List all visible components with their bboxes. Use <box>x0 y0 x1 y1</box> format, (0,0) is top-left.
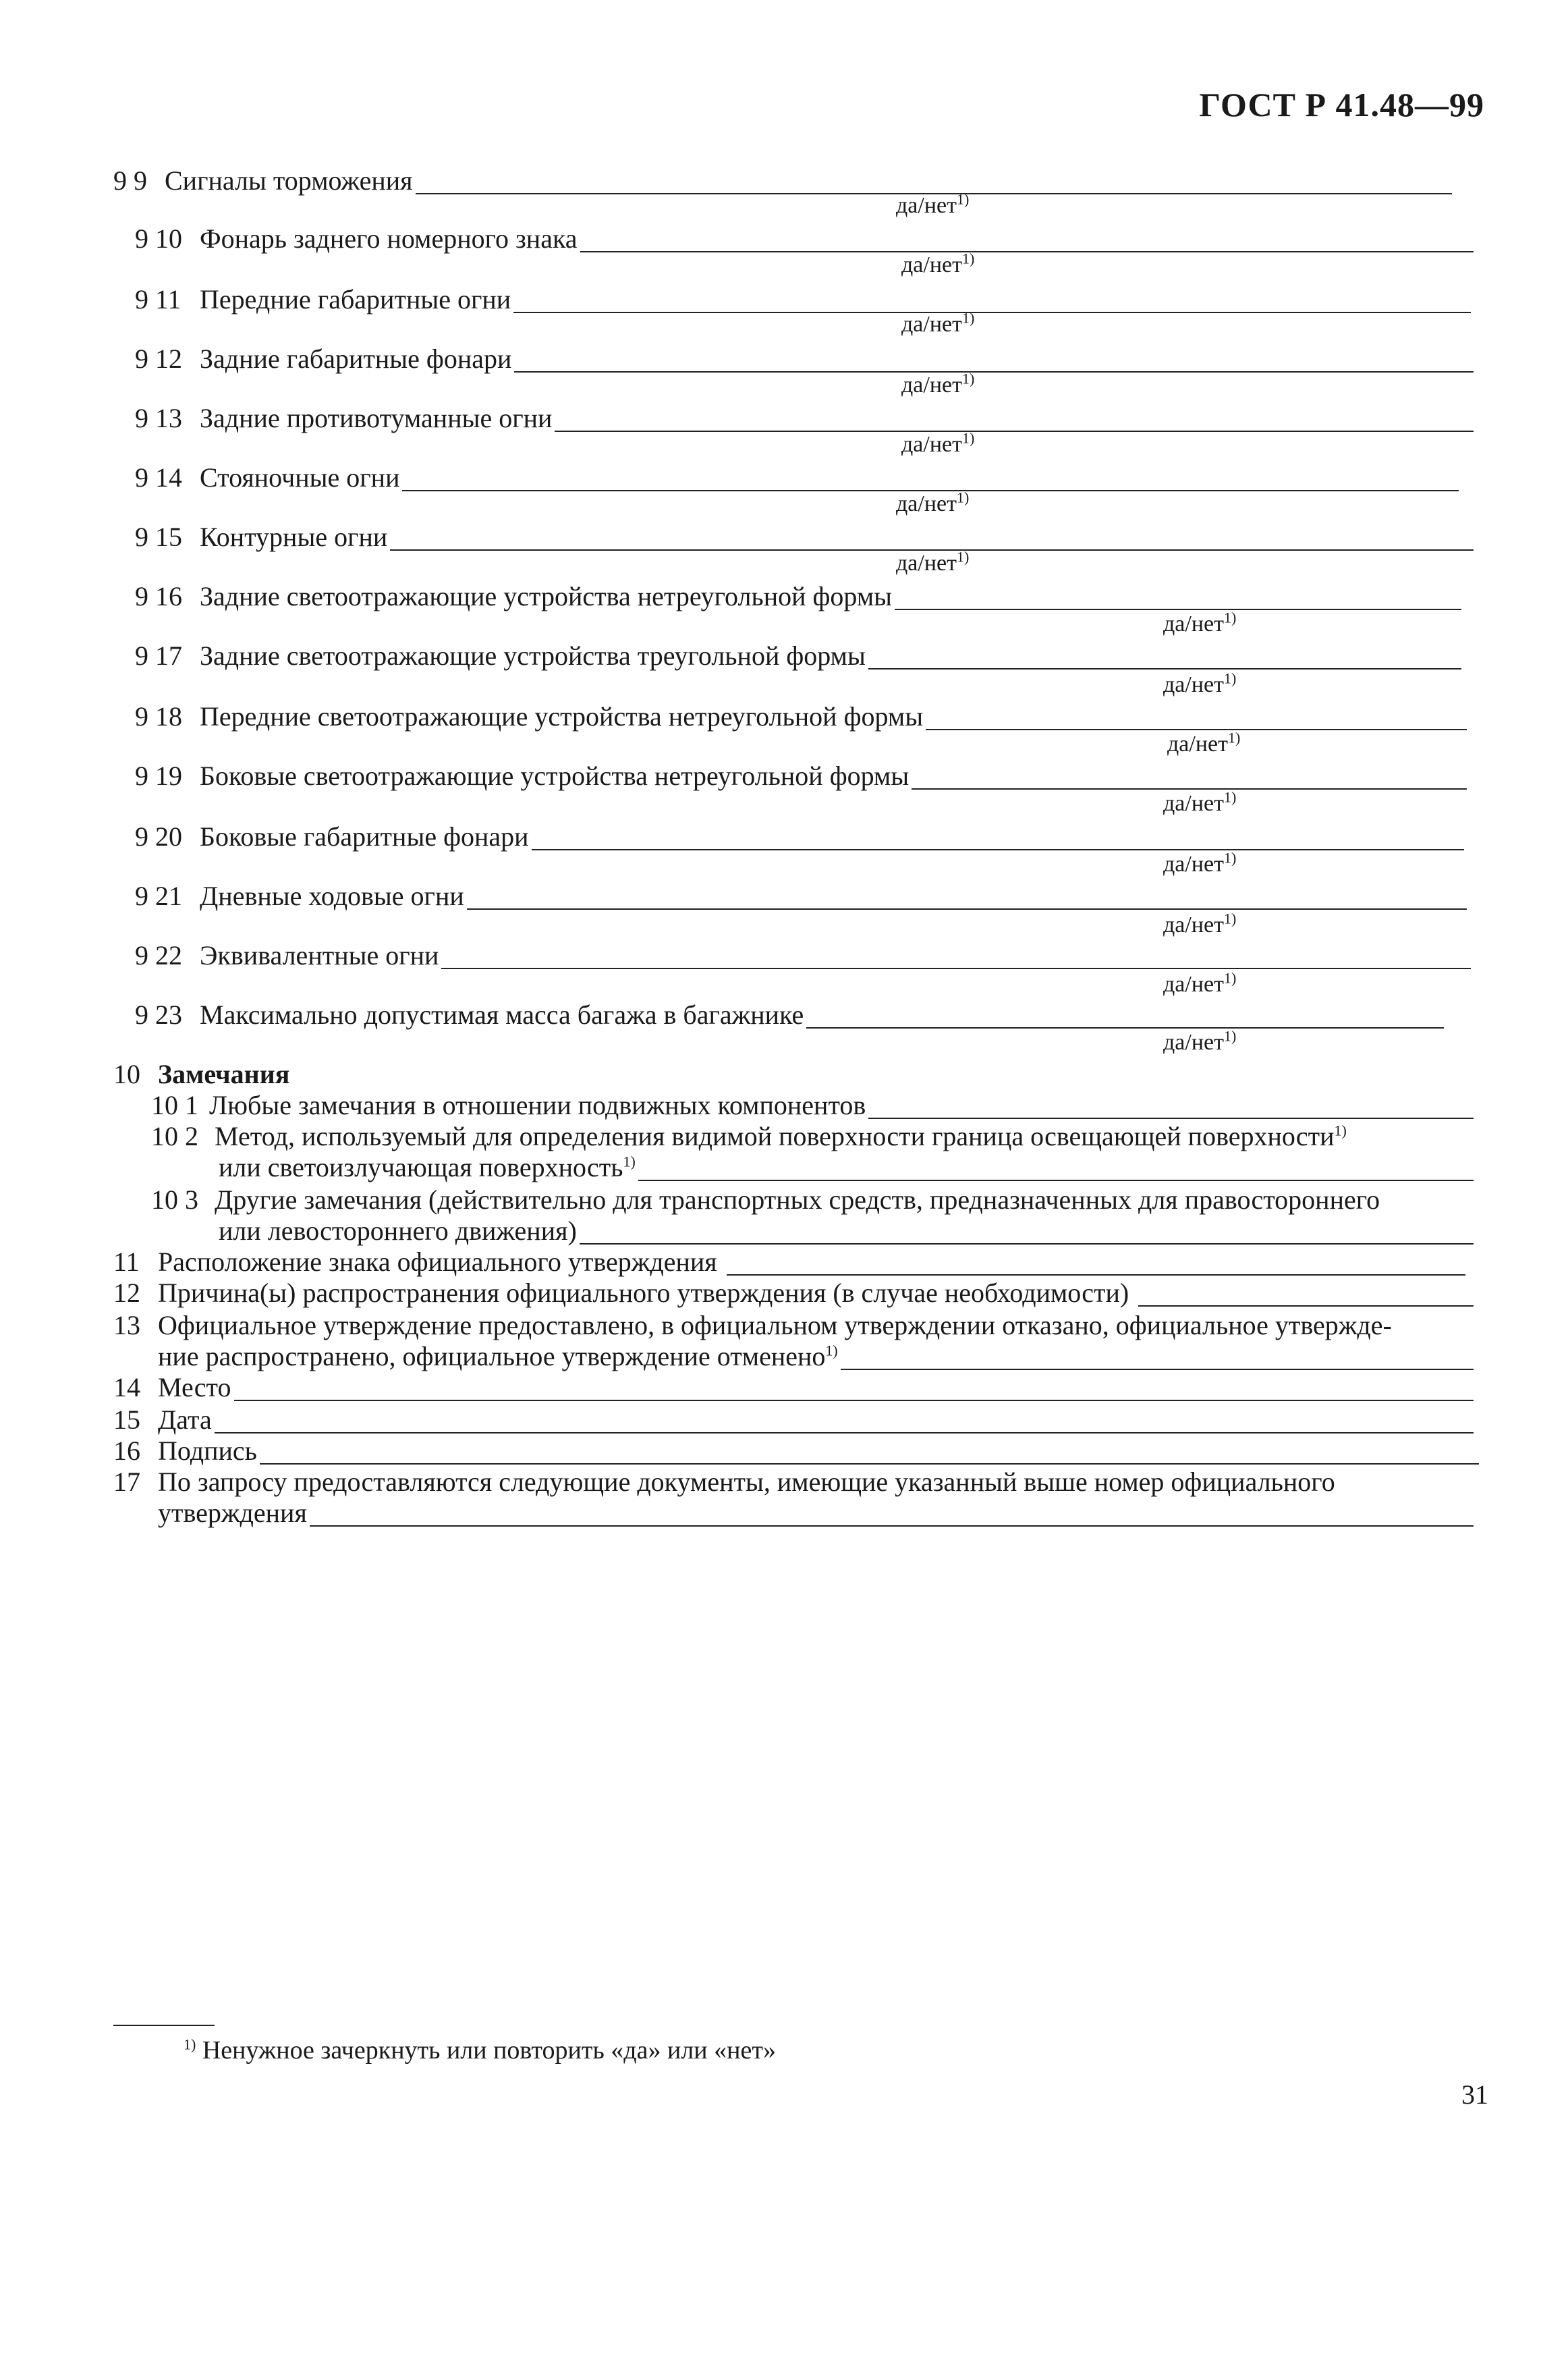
item-number: 10 2 <box>151 1121 198 1151</box>
item-label: Место <box>158 1372 231 1402</box>
item-9-10 <box>135 225 1474 252</box>
item-number: 9 15 <box>135 522 182 552</box>
answer-line[interactable] <box>926 728 1467 730</box>
item-label: Максимально допустимая масса багажа в багажнике <box>200 1000 804 1030</box>
answer-line[interactable] <box>532 848 1464 850</box>
answer-line[interactable] <box>310 1525 1474 1527</box>
answer-line[interactable] <box>513 311 1471 313</box>
answer-line[interactable] <box>895 608 1461 610</box>
footnote <box>184 2036 776 2065</box>
item-9-11 <box>135 286 1471 313</box>
answer-hint: да/нет$^{1)}$ <box>1163 788 1237 816</box>
item-label: Задние противотуманные огни <box>200 403 553 433</box>
item-15 <box>113 1406 1474 1433</box>
item-9-14 <box>135 464 1459 491</box>
item-9-22 <box>135 942 1471 969</box>
item-number: 10 3 <box>151 1184 198 1215</box>
answer-hint: да/нет$^{1)}$ <box>896 548 970 576</box>
answer-hint: да/нет$^{1)}$ <box>1163 609 1237 636</box>
answer-line[interactable] <box>467 908 1467 910</box>
item-9-19 <box>135 763 1467 790</box>
footnote-text: Ненужное зачеркнуть или повторить «да» или «нет» <box>202 2036 776 2065</box>
item-number: 12 <box>113 1278 140 1308</box>
section-number: 10 <box>113 1059 140 1089</box>
item-label: Официальное утверждение предоставлено, в официальном утверждении отказано, официальное утвержде- <box>158 1310 1392 1340</box>
item-9-13 <box>135 405 1474 432</box>
item-9-20 <box>135 823 1464 850</box>
item-label: Фонарь заднего номерного знака <box>200 223 578 254</box>
item-label: Передние габаритные огни <box>200 284 511 315</box>
answer-line[interactable] <box>555 430 1474 432</box>
item-number: 10 1 <box>151 1090 198 1120</box>
item-number: 9 17 <box>135 640 182 671</box>
item-9-17 <box>135 640 1461 671</box>
answer-line[interactable] <box>912 788 1467 790</box>
item-label: Задние светоотражающие устройства треугольной формы <box>200 640 866 671</box>
answer-hint: да/нет$^{1)}$ <box>901 370 975 398</box>
item-17-cont <box>158 1500 1474 1527</box>
item-13 <box>113 1312 1392 1339</box>
item-label: Другие замечания (действительно для транспортных средств, предназначенных для правостороннего <box>215 1184 1380 1215</box>
answer-hint: да/нет$^{1)}$ <box>1163 849 1237 877</box>
item-label: Дневные ходовые огни <box>200 881 464 911</box>
answer-line[interactable] <box>868 667 1461 670</box>
answer-line[interactable] <box>441 967 1471 969</box>
item-label: утверждения <box>158 1498 307 1528</box>
item-9-15 <box>135 524 1474 551</box>
item-label: По запросу предоставляются следующие документы, имеющие указанный выше номер официального <box>158 1467 1335 1497</box>
item-16 <box>113 1438 1479 1465</box>
item-number: 11 <box>113 1247 140 1277</box>
item-number: 13 <box>113 1310 140 1340</box>
item-number: 17 <box>113 1467 140 1497</box>
item-10-2-cont <box>219 1154 1474 1181</box>
item-label: Любые замечания в отношении подвижных компонентов <box>209 1090 866 1120</box>
item-number: 9 9 <box>113 165 147 196</box>
item-label: Причина(ы) распространения официального утверждения (в случае необходимости) <box>158 1278 1129 1308</box>
item-label: Сигналы торможения <box>165 165 413 196</box>
item-label: Передние светоотражающие устройства нетреугольной формы <box>200 701 924 732</box>
item-number: 9 21 <box>135 881 182 911</box>
item-9-12 <box>135 346 1474 373</box>
item-label: Задние габаритные фонари <box>200 344 512 374</box>
item-9-16 <box>135 583 1461 610</box>
item-number: 9 12 <box>135 344 182 374</box>
item-number: 15 <box>113 1404 140 1435</box>
item-label: Расположение знака официального утверждения <box>158 1247 717 1277</box>
standard-header: ГОСТ Р 41.48—99 <box>1199 86 1484 124</box>
answer-hint: да/нет$^{1)}$ <box>1167 729 1241 757</box>
item-11 <box>113 1249 1465 1276</box>
answer-hint: да/нет$^{1)}$ <box>1163 670 1237 697</box>
answer-line[interactable] <box>727 1274 1465 1276</box>
answer-line[interactable] <box>638 1179 1474 1181</box>
item-number: 9 14 <box>135 462 182 493</box>
footnote-rule <box>113 2025 215 2026</box>
item-label: Дата <box>158 1404 212 1435</box>
item-label: Задние светоотражающие устройства нетреугольной формы <box>200 581 893 611</box>
answer-line[interactable] <box>234 1399 1474 1401</box>
answer-line[interactable] <box>806 1027 1444 1029</box>
answer-line[interactable] <box>580 1242 1474 1245</box>
answer-hint: да/нет$^{1)}$ <box>896 489 970 516</box>
item-number: 9 19 <box>135 761 182 791</box>
answer-hint: да/нет$^{1)}$ <box>901 250 975 277</box>
answer-line[interactable] <box>841 1368 1474 1370</box>
item-label: или светоизлучающая поверхность$^{1)}$ <box>219 1152 636 1182</box>
answer-hint: да/нет$^{1)}$ <box>1163 910 1237 937</box>
item-number: 9 22 <box>135 940 182 971</box>
item-10-3-cont <box>219 1215 1474 1246</box>
answer-line[interactable] <box>868 1117 1474 1119</box>
item-number: 9 13 <box>135 403 182 433</box>
answer-hint: да/нет$^{1)}$ <box>1163 1027 1237 1055</box>
item-number: 9 11 <box>135 284 181 315</box>
item-9-21 <box>135 883 1467 910</box>
item-label: Подпись <box>158 1436 257 1466</box>
item-number: 9 16 <box>135 581 182 611</box>
answer-line[interactable] <box>580 250 1474 252</box>
item-9-23 <box>135 1002 1444 1029</box>
item-9-9 <box>113 167 1452 194</box>
item-label: или левостороннего движения) <box>219 1215 577 1246</box>
footnote-mark: 1) <box>184 2036 196 2053</box>
item-13-cont <box>158 1343 1474 1370</box>
item-10-3 <box>151 1186 1380 1213</box>
answer-hint: да/нет$^{1)}$ <box>901 429 975 457</box>
item-label: Боковые светоотражающие устройства нетреугольной формы <box>200 761 909 791</box>
answer-line[interactable] <box>514 371 1474 373</box>
item-number: 14 <box>113 1372 140 1402</box>
item-number: 16 <box>113 1436 140 1466</box>
answer-hint: да/нет$^{1)}$ <box>896 190 970 218</box>
item-label: Боковые габаритные фонари <box>200 821 529 852</box>
answer-hint: да/нет$^{1)}$ <box>1163 969 1237 997</box>
answer-hint: да/нет$^{1)}$ <box>901 309 975 337</box>
item-label: Эквивалентные огни <box>200 940 439 971</box>
item-number: 9 10 <box>135 223 182 254</box>
item-14 <box>113 1374 1474 1401</box>
section-10-heading <box>113 1061 289 1088</box>
item-10-2 <box>151 1123 1347 1150</box>
answer-line[interactable] <box>215 1431 1474 1433</box>
item-number: 9 18 <box>135 701 182 732</box>
item-label: Контурные огни <box>200 522 388 552</box>
item-label: Метод, используемый для определения видимой поверхности граница освещающей поверхности$^{1)}$ <box>215 1121 1347 1151</box>
item-10-1 <box>151 1092 1474 1119</box>
item-label: Стояночные огни <box>200 462 400 493</box>
section-title: Замечания <box>158 1059 290 1089</box>
answer-line[interactable] <box>260 1463 1479 1465</box>
item-number: 9 20 <box>135 821 182 852</box>
page-number: 31 <box>1461 2079 1488 2110</box>
item-9-18 <box>135 703 1467 730</box>
item-17 <box>113 1469 1335 1496</box>
answer-line[interactable] <box>1138 1305 1474 1307</box>
item-label: ние распространено, официальное утверждение отменено$^{1)}$ <box>158 1341 838 1371</box>
item-12 <box>113 1280 1474 1307</box>
item-number: 9 23 <box>135 1000 182 1030</box>
